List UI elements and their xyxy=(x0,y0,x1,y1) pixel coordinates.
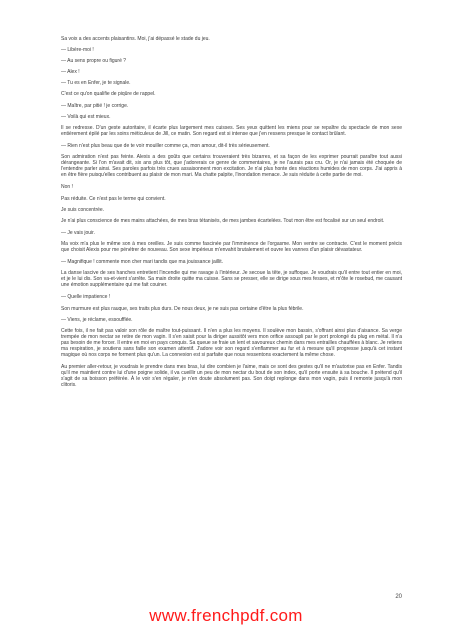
paragraph: — Je vais jouir. xyxy=(61,229,95,236)
paragraph: Au premier aller-retour, je voudrais le prendre dans mes bras, lui dire combien je l'aime, mais ce sont des gestes qu'il ne m'autorise pas en Enfer. Tandis qu'il me maintient contre lui d'une poigne solide, il va cueillir un peu de mon nectar du bout de son index, qu'il porte ensuite à sa bouche. Il prétend qu'il s'agit de sa boisson préférée. À le voir s'en régaler, je n'en doute absolument pas. Son doigt replonge dans mon vagin, puis il remonte jusqu'à mon clitoris. xyxy=(61,364,402,389)
paragraph: Pas réduite. Ce n'est pas le terme qui convient. xyxy=(61,195,166,202)
paragraph: Je n'ai plus conscience de mes mains attachées, de mes bras tétanisés, de mes jambes écartelées. Tout mon être est focalisé sur un seul endroit. xyxy=(61,217,385,224)
paragraph: — Voilà qui est mieux. xyxy=(61,113,111,120)
paragraph: — Tu es en Enfer, je te signale. xyxy=(61,80,131,87)
paragraph: C'est ce qu'on qualifie de piqûre de rappel. xyxy=(61,91,156,98)
paragraph: Il se redresse. D'un geste autoritaire, il écarte plus largement mes cuisses. Ses yeux quittent les miens pour se repaître du spectacle de mon sexe entièrement épilé par les soins méticuleux de Jill, ce matin. Son regard est si intense que j'en ressens presque le contact brûlant. xyxy=(61,124,402,137)
paragraph: Non ! xyxy=(61,184,73,191)
paragraph: — Rien n'est plus beau que de te voir mouiller comme ça, mon amour, dit-il très sérieusement. xyxy=(61,142,270,149)
paragraph: — Libère-moi ! xyxy=(61,47,94,54)
paragraph: — Viens, je réclame, essoufflée. xyxy=(61,316,133,323)
page-number: 20 xyxy=(395,594,402,600)
paragraph: — Maître, par pitié ! je corrige. xyxy=(61,102,129,109)
watermark-link[interactable]: www.frenchpdf.com xyxy=(149,606,303,625)
paragraph: — Magnifique ! commente mon cher mari tandis que ma jouissance jaillit. xyxy=(61,259,224,266)
paragraph: Sa voix a des accents plaisantins. Moi, j'ai dépassé le stade du jeu. xyxy=(61,36,210,42)
paragraph: Ma voix m'a plus le même son à mes oreilles. Je suis comme fascinée par l'imminence de l'orgasme. Mon ventre se contracte. C'est le moment précis que choisit Alexis pour me pénétrer de nouveau. Son sexe impérieux m'envahit brutalement et ouvre les vannes d'un plaisir dévastateur. xyxy=(61,240,402,253)
paragraph: Son admiration n'est pas feinte. Alexis a des goûts que certains trouveraient très bizarres, et sa façon de les exprimer pourrait paraître tout aussi dérangeante. Si l'on m'avait dit, six ans plus tôt, que j'adorerais ce genre de commentaires, je ne l'aurais pas cru. Or, je n'ai jamais été choquée de l'entendre parler ainsi. Ses paroles parfois très crues assaisonnent mon excitation. Je n'ai plus honte des réactions humides de mon corps. J'ai appris à en être fière puisqu'elles contribuent au plaisir de mon mari. Ma chatte palpite, l'inondation menace. Je suis réduite à cette partie de moi. xyxy=(61,154,402,179)
paragraph: Cette fois, il ne fait pas valoir son rôle de maître tout-puissant. Il n'en a plus les moyens. Il soulève mon bassin, s'offrant ainsi plus d'aisance. Sa verge trempée de mon nectar se retire de mon vagin. Il s'en saisit pour la diriger aussitôt vers mon orifice assoupli par le port prolongé du plug en métal. Il n'a pas besoin de me forcer. Il entre en moi en pays conquis. Sa queue se fraie un lent et savoureux chemin dans mes entrailles chauffées à blanc. Je retiens ma respiration, je soutiens sans faille son examen attentif. J'adore voir son regard s'enflammer au fur et à mesure qu'il progresse jusqu'à cet instant magique où nos corps ne forment plus qu'un. La connexion est si parfaite que nous ressentons exactement la même chose. xyxy=(61,327,402,359)
paragraph: — Alex ! xyxy=(61,69,80,76)
paragraph: La danse lascive de ses hanches entretient l'incendie qui me ravage à l'intérieur. Je secoue la tête, je suffoque. Je voudrais qu'il entre tout entier en moi, et je le lui dis. Son va-et-vient s'arrête. Sa main droite quitte ma cuisse. Sans se presser, elle se dirige sous mes fesses, et m'ôte le rosebud, me causant une émotion supplémentaire qui me fait couiner. xyxy=(61,270,402,289)
paragraph: Je suis concentrée. xyxy=(61,206,105,213)
paragraph: — Au sens propre ou figuré ? xyxy=(61,58,127,65)
paragraph: — Quelle impatience ! xyxy=(61,294,111,301)
document-body xyxy=(61,36,402,389)
paragraph: Son murmure est plus rauque, ses traits plus durs. De nous deux, je ne suis pas certaine d'être la plus fébrile. xyxy=(61,305,304,312)
